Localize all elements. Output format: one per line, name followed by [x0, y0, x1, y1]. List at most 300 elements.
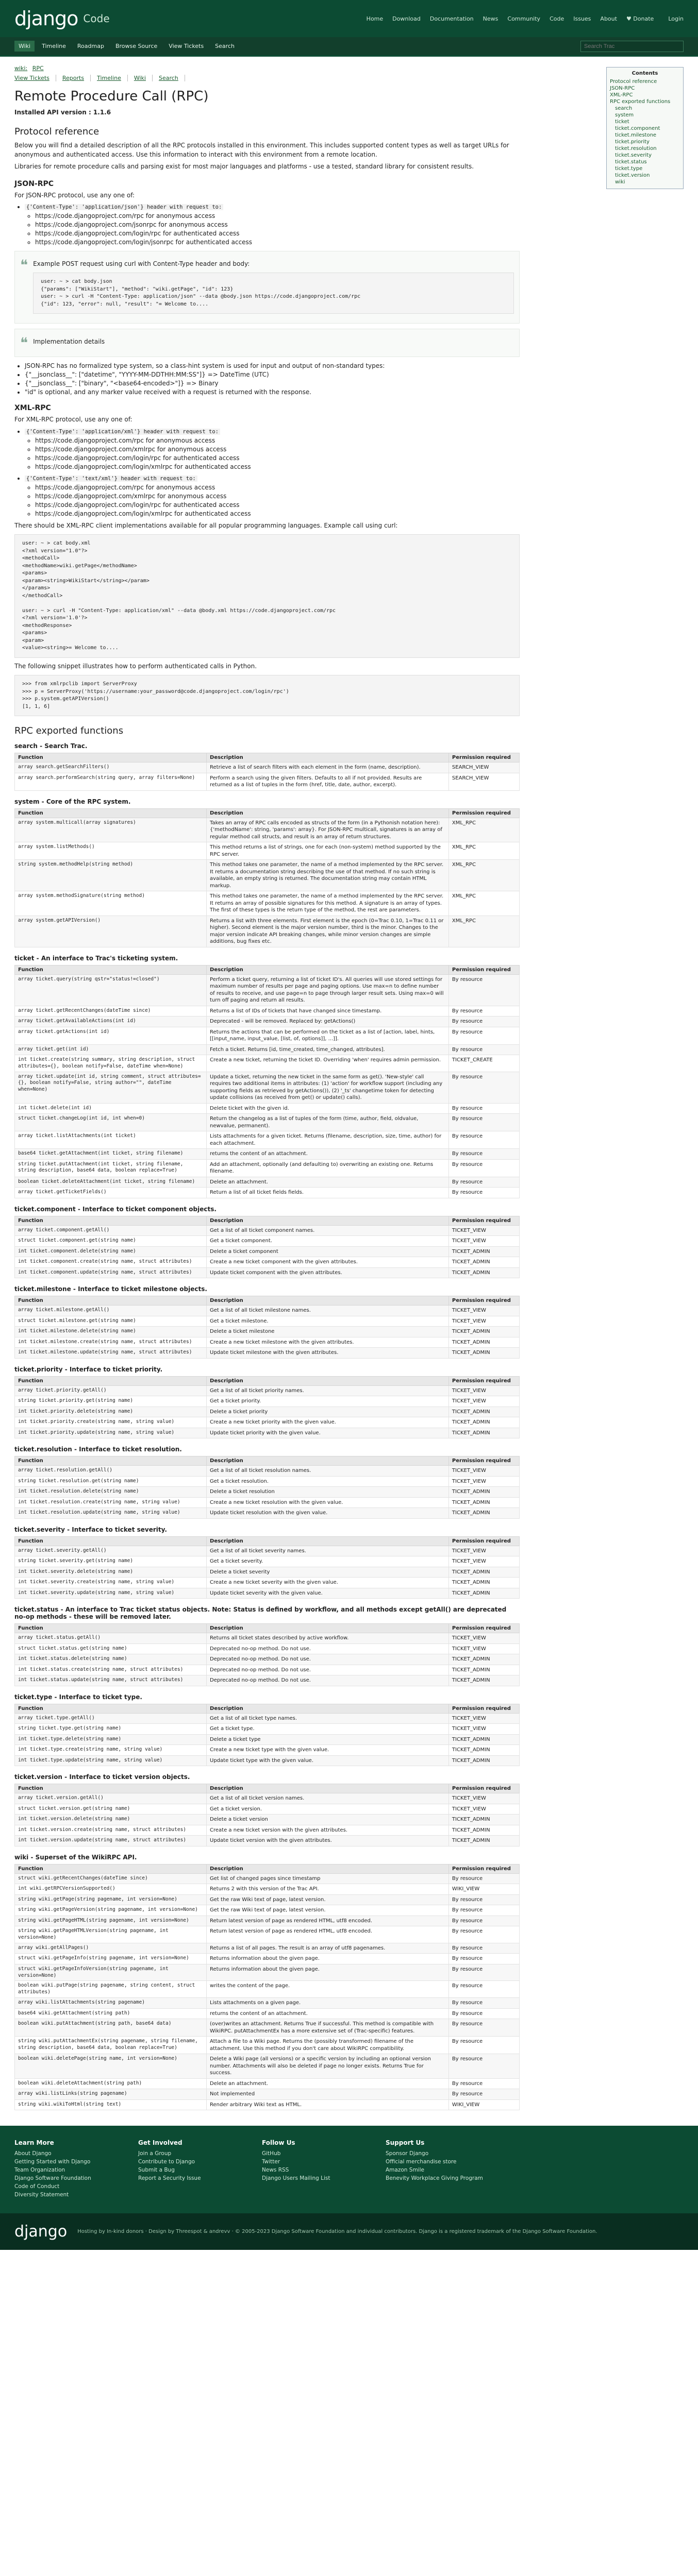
footer-link[interactable]: Diversity Statement: [14, 2192, 69, 2198]
function-signature: array ticket.status.getAll(): [15, 1633, 207, 1644]
function-description: Deprecated no-op method. Do not use.: [207, 1654, 449, 1665]
function-signature: struct ticket.changeLog(int id, int when=0): [15, 1114, 207, 1131]
footer-link[interactable]: Django Software Foundation: [14, 2175, 91, 2182]
column-header: Function: [15, 1456, 207, 1466]
function-signature: array ticket.priority.getAll(): [15, 1385, 207, 1396]
function-description: Returns 2 with this version of the Trac API.: [207, 1884, 449, 1895]
function-signature: int ticket.type.delete(string name): [15, 1734, 207, 1745]
nav-item-roadmap[interactable]: Roadmap: [77, 43, 104, 49]
nav-item-view-tickets[interactable]: View Tickets: [169, 43, 204, 49]
function-signature: base64 wiki.getAttachment(string path): [15, 2008, 207, 2019]
column-header: Permission required: [448, 1864, 519, 1873]
permission-required: TICKET_ADMIN: [448, 1508, 519, 1519]
nav-item-timeline[interactable]: Timeline: [42, 43, 66, 49]
function-signature: array ticket.getAvailableActions(int id): [15, 1016, 207, 1027]
table-row: [15, 1556, 520, 1567]
toc-item-ticket-component[interactable]: ticket.component: [615, 126, 660, 131]
main-menu: [367, 15, 654, 22]
endpoint-url[interactable]: ◦ https://code.djangoproject.com/login/rpc for authenticated access: [35, 501, 520, 509]
function-signature: struct wiki.getRecentChanges(dateTime since): [15, 1873, 207, 1884]
functions-table: [14, 965, 520, 1198]
permission-required: TICKET_ADMIN: [448, 1327, 519, 1337]
table-row: [15, 1884, 520, 1895]
table-row: [15, 818, 520, 842]
jsonrpc-title: JSON-RPC: [14, 179, 54, 188]
function-signature: struct wiki.getPageInfo(string pagename, int version=None): [15, 1954, 207, 1964]
column-header: Description: [207, 1536, 449, 1546]
protocol-libs: Libraries for remote procedure calls and parsing exist for most major languages and platforms - use a tested, standard library for consistent results.: [14, 163, 474, 171]
permission-required: TICKET_ADMIN: [448, 1675, 519, 1686]
function-signature: int ticket.resolution.create(string name, string value): [15, 1497, 207, 1508]
function-description: Returns a list of IDs of tickets that have changed since timestamp.: [207, 1006, 449, 1016]
function-signature: array system.getAPIVersion(): [15, 916, 207, 947]
table-row: [15, 2089, 520, 2100]
table-header-row: [15, 965, 520, 974]
function-description: Render arbitrary Wiki text as HTML.: [207, 2099, 449, 2110]
endpoint-url[interactable]: ◦ https://code.djangoproject.com/xmlrpc for anonymous access: [35, 446, 520, 453]
function-description: Get list of changed pages since timestamp: [207, 1873, 449, 1884]
endpoint-url[interactable]: ◦ https://code.djangoproject.com/rpc for anonymous access: [35, 437, 520, 444]
column-header: Description: [207, 1864, 449, 1873]
footer-bottom: [0, 2213, 698, 2250]
permission-required: By resource: [448, 1027, 519, 1044]
permission-required: TICKET_ADMIN: [448, 1428, 519, 1438]
function-signature: string ticket.putAttachment(int ticket, string filename, string description, base64 data, boolean replace=True): [15, 1159, 207, 1177]
footer-link[interactable]: Getting Started with Django: [14, 2159, 91, 2165]
permission-required: By resource: [448, 1149, 519, 1160]
column-header: Permission required: [448, 1784, 519, 1793]
table-row: [15, 1149, 520, 1160]
footer-link[interactable]: Benevity Workplace Giving Program: [386, 2175, 483, 2182]
impl-detail-item: • {"__jsonclass__": ["binary", "<base64-encoded>"]} => Binary: [25, 380, 520, 387]
function-signature: array ticket.type.getAll(): [15, 1713, 207, 1724]
footer-link[interactable]: Submit a Bug: [138, 2167, 175, 2174]
endpoint-url[interactable]: ◦ https://code.djangoproject.com/jsonrpc for anonymous access: [35, 221, 520, 228]
footer-link[interactable]: Amazon Smile: [386, 2167, 424, 2174]
function-signature: int ticket.resolution.update(string name, string value): [15, 1508, 207, 1519]
function-description: This method takes one parameter, the name of a method implemented by the RPC server. It returns a documentation string describing the use of that method. If no such string is available, an empty string is returned. The documentation string may contain HTML markup.: [207, 860, 449, 891]
menu-item-documentation[interactable]: Documentation: [429, 15, 474, 22]
table-row: [15, 1954, 520, 1964]
menu-item-news[interactable]: News: [483, 15, 498, 22]
column-header: Permission required: [448, 1624, 519, 1633]
table-row: [15, 1188, 520, 1198]
column-header: Function: [15, 753, 207, 762]
function-signature: string ticket.severity.get(string name): [15, 1556, 207, 1567]
function-signature: array ticket.getTicketFields(): [15, 1188, 207, 1198]
function-signature: boolean wiki.putAttachment(string path, base64 data): [15, 2019, 207, 2037]
function-description: Get a ticket type.: [207, 1724, 449, 1735]
footer-link[interactable]: Twitter: [262, 2159, 280, 2165]
column-header: Function: [15, 965, 207, 974]
menu-item-issues[interactable]: Issues: [573, 15, 591, 22]
function-signature: boolean wiki.deleteAttachment(string path): [15, 2078, 207, 2089]
column-header: Description: [207, 965, 449, 974]
endpoint-url[interactable]: ◦ https://code.djangoproject.com/login/jsonrpc for authenticated access: [35, 239, 520, 246]
endpoint-url[interactable]: ◦ https://code.djangoproject.com/rpc for anonymous access: [35, 484, 520, 491]
table-header-row: [15, 1536, 520, 1546]
permission-required: By resource: [448, 1943, 519, 1954]
functions-table: [14, 1216, 520, 1279]
table-row: [15, 2008, 520, 2019]
login-link[interactable]: Login: [668, 15, 684, 22]
function-signature: int ticket.resolution.delete(string name): [15, 1487, 207, 1498]
function-signature: int ticket.status.delete(string name): [15, 1654, 207, 1665]
function-description: Create a new ticket resolution with the given value.: [207, 1497, 449, 1508]
site-name[interactable]: Code: [83, 12, 110, 25]
function-signature: int ticket.version.delete(string name): [15, 1815, 207, 1825]
nav-item-search[interactable]: Search: [215, 43, 235, 49]
table-row: [15, 1713, 520, 1724]
permission-required: TICKET_ADMIN: [448, 1348, 519, 1359]
table-row: [15, 1016, 520, 1027]
table-row: [15, 1588, 520, 1599]
column-header: Description: [207, 1624, 449, 1633]
impl-detail-item: • JSON-RPC has no formalized type system, so a class-hint system is used for input and output of non-standard types:: [25, 362, 520, 369]
function-signature: array ticket.update(int id, string comment, struct attributes={}, boolean notify=False, string author="", dateTime when=None): [15, 1072, 207, 1103]
json-content-type: {'Content-Type': 'application/json'} header with request to:: [25, 204, 223, 210]
endpoint-url[interactable]: ◦ https://code.djangoproject.com/xmlrpc for anonymous access: [35, 493, 520, 500]
table-header-row: [15, 753, 520, 762]
footer-column-title: Get Involved: [138, 2139, 182, 2147]
toc-item-ticket-resolution[interactable]: ticket.resolution: [615, 146, 657, 151]
function-description: Get a list of all ticket milestone names.: [207, 1306, 449, 1316]
table-header-row: [15, 1624, 520, 1633]
function-description: Get a list of all ticket severity names.: [207, 1546, 449, 1556]
table-row: [15, 1905, 520, 1916]
table-row: [15, 1654, 520, 1665]
section-title: ticket.status - An interface to Trac ticket status objects. Note: Status is defined by workflow, and all methods except getAll() are deprecated no-op methods - these will be removed later.: [14, 1606, 507, 1621]
site-header: [0, 0, 698, 37]
function-description: Get a list of all ticket component names.: [207, 1225, 449, 1236]
footer-link[interactable]: Join a Group: [138, 2150, 172, 2157]
function-description: Return latest version of page as rendered HTML, utf8 encoded.: [207, 1916, 449, 1926]
function-signature: array wiki.getAllPages(): [15, 1943, 207, 1954]
trac-nav: [0, 37, 698, 57]
footer-column: [386, 2139, 489, 2200]
table-row: [15, 1836, 520, 1846]
toc-item-ticket-status[interactable]: ticket.status: [615, 159, 647, 165]
footer-link[interactable]: Official merchandise store: [386, 2159, 457, 2165]
column-header: Description: [207, 1784, 449, 1793]
function-signature: int ticket.version.update(string name, struct attributes): [15, 1836, 207, 1846]
table-row: [15, 1755, 520, 1766]
footer-link[interactable]: Django Users Mailing List: [262, 2175, 330, 2182]
function-signature: struct ticket.version.get(string name): [15, 1804, 207, 1815]
endpoint-url[interactable]: ◦ https://code.djangoproject.com/login/xmlrpc for authenticated access: [35, 463, 520, 470]
table-row: [15, 1466, 520, 1477]
function-description: Update ticket type with the given value.: [207, 1755, 449, 1766]
function-description: Fetch a ticket. Returns [id, time_created, time_changed, attributes].: [207, 1044, 449, 1055]
toc-title: Contents: [631, 71, 658, 76]
function-signature: array ticket.getActions(int id): [15, 1027, 207, 1044]
breadcrumb-rpc[interactable]: RPC: [32, 65, 44, 72]
function-description: Delete a ticket priority: [207, 1406, 449, 1417]
functions-table: [14, 1456, 520, 1519]
impl-title: Implementation details: [33, 338, 105, 346]
column-header: Permission required: [448, 1456, 519, 1466]
function-description: Return a list of all ticket fields fields.: [207, 1188, 449, 1198]
permission-required: TICKET_VIEW: [448, 1396, 519, 1407]
context-link-view-tickets[interactable]: View Tickets: [14, 75, 56, 81]
functions-table: [14, 1704, 520, 1767]
section-title: ticket.type - Interface to ticket type.: [14, 1693, 142, 1701]
column-header: Description: [207, 1456, 449, 1466]
function-signature: int ticket.component.update(string name, struct attributes): [15, 1267, 207, 1278]
permission-required: XML_RPC: [448, 842, 519, 860]
toc-item-ticket-priority[interactable]: ticket.priority: [615, 139, 650, 145]
table-row: [15, 1428, 520, 1438]
permission-required: By resource: [448, 1916, 519, 1926]
function-signature: int ticket.version.create(string name, struct attributes): [15, 1825, 207, 1836]
table-row: [15, 1964, 520, 1981]
json-example-box: [14, 251, 520, 324]
table-row: [15, 1508, 520, 1519]
permission-required: TICKET_VIEW: [448, 1556, 519, 1567]
function-description: Deprecated no-op method. Do not use.: [207, 1665, 449, 1675]
column-header: Permission required: [448, 753, 519, 762]
footer-link[interactable]: Code of Conduct: [14, 2183, 60, 2190]
function-signature: array system.methodSignature(string method): [15, 891, 207, 916]
function-description: Create a new ticket priority with the given value.: [207, 1417, 449, 1428]
endpoint-url[interactable]: ◦ https://code.djangoproject.com/login/rpc for authenticated access: [35, 230, 520, 237]
function-signature: int ticket.component.delete(string name): [15, 1246, 207, 1257]
permission-required: By resource: [448, 2078, 519, 2089]
section-title: system - Core of the RPC system.: [14, 798, 131, 805]
function-description: Deprecated - will be removed. Replaced by: getActions(): [207, 1016, 449, 1027]
nav-item-wiki[interactable]: Wiki: [14, 41, 35, 52]
function-signature: string system.methodHelp(string method): [15, 860, 207, 891]
footer-link[interactable]: Contribute to Django: [138, 2159, 195, 2165]
function-description: This method takes one parameter, the name of a method implemented by the RPC server. It returns an array of possible signatures for this method. A signature is an array of types. The first of these types is the return type of the method, the rest are parameters.: [207, 891, 449, 916]
column-header: Description: [207, 753, 449, 762]
functions-table: [14, 1864, 520, 2110]
function-signature: int ticket.milestone.update(string name, struct attributes): [15, 1348, 207, 1359]
xml-content-type-1: {'Content-Type': 'application/xml'} header with request to:: [25, 429, 220, 435]
permission-required: By resource: [448, 1873, 519, 1884]
menu-item-home[interactable]: Home: [366, 15, 384, 22]
function-description: Lists attachments for a given ticket. Returns (filename, description, size, time, author) for each attachment.: [207, 1131, 449, 1149]
function-signature: int ticket.severity.delete(string name): [15, 1567, 207, 1578]
permission-required: TICKET_VIEW: [448, 1385, 519, 1396]
footer-link[interactable]: GitHub: [262, 2150, 281, 2157]
table-row: [15, 1926, 520, 1943]
context-link-timeline[interactable]: Timeline: [97, 75, 128, 81]
menu-item-download[interactable]: Download: [392, 15, 421, 22]
menu-item-about[interactable]: About: [600, 15, 617, 22]
function-description: returns the content of an attachment.: [207, 2008, 449, 2019]
footer-link[interactable]: Team Organization: [14, 2167, 65, 2174]
footer-column-title: Support Us: [386, 2139, 425, 2147]
toc-item-rpc-exported-functions[interactable]: RPC exported functions: [610, 99, 671, 105]
table-row: [15, 1131, 520, 1149]
table-row: [15, 1417, 520, 1428]
function-description: Update ticket milestone with the given attributes.: [207, 1348, 449, 1359]
column-header: Permission required: [448, 1216, 519, 1225]
section-title: ticket.version - Interface to ticket version objects.: [14, 1773, 190, 1781]
function-description: Delete a ticket component: [207, 1246, 449, 1257]
permission-required: TICKET_ADMIN: [448, 1417, 519, 1428]
footer-column: [138, 2139, 241, 2200]
section-title: ticket.priority - Interface to ticket priority.: [14, 1365, 163, 1373]
footer-link[interactable]: Report a Security Issue: [138, 2175, 201, 2182]
toc-item-ticket-severity[interactable]: ticket.severity: [615, 152, 652, 158]
function-description: Returns the actions that can be performed on the ticket as a list of [action, label, hints, [[input_name, input_value, [list, of, options]], ...]].: [207, 1027, 449, 1044]
toc-item-ticket-version[interactable]: ticket.version: [615, 173, 650, 178]
functions-table: [14, 1376, 520, 1439]
function-description: Get a ticket milestone.: [207, 1316, 449, 1327]
table-row: [15, 1916, 520, 1926]
table-row: [15, 2037, 520, 2054]
function-signature: int ticket.delete(int id): [15, 1103, 207, 1114]
toc-item-json-rpc[interactable]: JSON-RPC: [610, 86, 635, 91]
table-row: [15, 1055, 520, 1072]
toc-item-search[interactable]: search: [615, 106, 633, 111]
table-row: [15, 1873, 520, 1884]
function-signature: boolean wiki.deletePage(string name, int version=None): [15, 2054, 207, 2079]
function-description: Get a ticket resolution.: [207, 1476, 449, 1487]
context-link-wiki[interactable]: Wiki: [134, 75, 153, 81]
function-signature: array ticket.component.getAll(): [15, 1225, 207, 1236]
permission-required: TICKET_VIEW: [448, 1793, 519, 1804]
function-signature: string ticket.priority.get(string name): [15, 1396, 207, 1407]
toc-item-ticket[interactable]: ticket: [615, 119, 629, 125]
permission-required: XML_RPC: [448, 818, 519, 842]
function-signature: struct ticket.component.get(string name): [15, 1236, 207, 1247]
permission-required: TICKET_ADMIN: [448, 1734, 519, 1745]
table-row: [15, 2078, 520, 2089]
table-row: [15, 1943, 520, 1954]
functions-table: [14, 753, 520, 791]
function-description: Delete a ticket severity: [207, 1567, 449, 1578]
function-description: Delete a ticket milestone: [207, 1327, 449, 1337]
permission-required: TICKET_VIEW: [448, 1804, 519, 1815]
toc-item-xml-rpc[interactable]: XML-RPC: [610, 92, 633, 98]
function-description: Attach a file to a Wiki page. Returns the (possibly transformed) filename of the attachment. Use this method if you don't care about WikiRPC compatibility.: [207, 2037, 449, 2054]
function-description: Get the raw Wiki text of page, latest version.: [207, 1905, 449, 1916]
endpoint-url[interactable]: ◦ https://code.djangoproject.com/login/rpc for authenticated access: [35, 454, 520, 462]
toc-item-ticket-milestone[interactable]: ticket.milestone: [615, 132, 657, 138]
context-link-search[interactable]: Search: [159, 75, 185, 81]
column-header: Description: [207, 1376, 449, 1385]
function-description: Returns information about the given page.: [207, 1964, 449, 1981]
function-description: writes the content of the page.: [207, 1981, 449, 1998]
xmlrpc-intro: For XML-RPC protocol, use any one of:: [14, 416, 132, 423]
column-header: Function: [15, 1784, 207, 1793]
permission-required: SEARCH_VIEW: [448, 773, 519, 790]
function-description: Update ticket priority with the given value.: [207, 1428, 449, 1438]
toc-item-wiki[interactable]: wiki: [615, 179, 625, 185]
footer-link[interactable]: Sponsor Django: [386, 2150, 429, 2157]
function-signature: struct ticket.status.get(string name): [15, 1643, 207, 1654]
section-title: ticket.component - Interface to ticket component objects.: [14, 1205, 217, 1213]
column-header: Function: [15, 1624, 207, 1633]
xml-note: There should be XML-RPC client implementations available for all popular programming languages. Example call using curl:: [14, 521, 398, 529]
permission-required: XML_RPC: [448, 860, 519, 891]
function-signature: int ticket.type.create(string name, string value): [15, 1745, 207, 1756]
table-row: [15, 1487, 520, 1498]
permission-required: TICKET_VIEW: [448, 1306, 519, 1316]
toc-item-ticket-type[interactable]: ticket.type: [615, 166, 643, 172]
functions-table: [14, 808, 520, 947]
function-description: Get a ticket severity.: [207, 1556, 449, 1567]
endpoint-url[interactable]: ◦ https://code.djangoproject.com/login/xmlrpc for authenticated access: [35, 510, 520, 517]
permission-required: By resource: [448, 2008, 519, 2019]
permission-required: TICKET_VIEW: [448, 1633, 519, 1644]
table-row: [15, 1327, 520, 1337]
function-description: Create a new ticket, returning the ticket ID. Overriding 'when' requires admin permission.: [207, 1055, 449, 1072]
xml-example-code: user: ~ > cat body.xml <?xml version="1.0"?> <methodCall> <methodName>wiki.getPage</methodName> <params> <param><string>WikiStart</string></param> </params> </methodCall> user: ~ > curl -H "Content-Type: application/xml" --data @body.xml https://code.djangoproject.com/rpc <?xml version='1.0'?> <methodResponse> <params> <param> <value><string>= Welcome to....: [14, 534, 520, 658]
search-input[interactable]: [580, 41, 684, 52]
table-row: [15, 1385, 520, 1396]
column-header: Permission required: [448, 1296, 519, 1306]
footer-logo[interactable]: django: [14, 2223, 68, 2241]
permission-required: TICKET_ADMIN: [448, 1654, 519, 1665]
table-of-contents: [606, 67, 684, 189]
table-row: [15, 1804, 520, 1815]
function-signature: int ticket.status.create(string name, struct attributes): [15, 1665, 207, 1675]
function-description: Delete a ticket type: [207, 1734, 449, 1745]
quote-icon: ❝: [20, 334, 28, 352]
function-description: Get a ticket component.: [207, 1236, 449, 1247]
endpoint-url[interactable]: ◦ https://code.djangoproject.com/rpc for anonymous access: [35, 212, 520, 219]
menu-item-code[interactable]: Code: [550, 15, 564, 22]
permission-required: By resource: [448, 974, 519, 1006]
xmlrpc-title: XML-RPC: [14, 404, 51, 413]
function-description: Update ticket severity with the given value.: [207, 1588, 449, 1599]
table-row: [15, 1246, 520, 1257]
function-description: Perform a search using the given filters. Defaults to all if not provided. Results are returned as a list of tuples in the form (href, title, date, author, excerpt).: [207, 773, 449, 790]
function-description: Returns a list with three elements. First element is the epoch (0=Trac 0.10, 1=Trac 0.11 or higher). Second element is the major version number, third is the minor. Changes to the major version indicate API breaking changes, while minor version changes are simple additions, bug fixes etc.: [207, 916, 449, 947]
permission-required: TICKET_CREATE: [448, 1055, 519, 1072]
table-row: [15, 1825, 520, 1836]
breadcrumb-wiki[interactable]: wiki:: [14, 65, 28, 72]
function-description: Add an attachment, optionally (and defaulting to) overwriting an existing one. Returns filename.: [207, 1159, 449, 1177]
django-logo[interactable]: django: [14, 7, 78, 30]
permission-required: WIKI_VIEW: [448, 2099, 519, 2110]
function-signature: base64 ticket.getAttachment(int ticket, string filename): [15, 1149, 207, 1160]
function-signature: array ticket.getRecentChanges(dateTime since): [15, 1006, 207, 1016]
footer-link[interactable]: About Django: [14, 2150, 52, 2157]
footer-link[interactable]: News RSS: [262, 2167, 289, 2174]
permission-required: By resource: [448, 1905, 519, 1916]
menu-item-donate[interactable]: ♥ Donate: [626, 15, 654, 22]
function-description: Delete a ticket resolution: [207, 1487, 449, 1498]
nav-item-browse-source[interactable]: Browse Source: [115, 43, 158, 49]
functions-table: [14, 1623, 520, 1686]
toc-item-protocol-reference[interactable]: Protocol reference: [610, 79, 657, 84]
function-description: returns the content of an attachment.: [207, 1149, 449, 1160]
context-link-reports[interactable]: Reports: [62, 75, 91, 81]
table-row: [15, 1665, 520, 1675]
permission-required: TICKET_ADMIN: [448, 1246, 519, 1257]
function-signature: boolean ticket.deleteAttachment(int ticket, string filename): [15, 1177, 207, 1188]
table-row: [15, 916, 520, 947]
function-description: Return latest version of page as rendered HTML, utf8 encoded.: [207, 1926, 449, 1943]
permission-required: TICKET_VIEW: [448, 1316, 519, 1327]
function-description: Not implemented: [207, 2089, 449, 2100]
impl-detail-item: • "id" is optional, and any marker value received with a request is returned with the response.: [25, 388, 520, 396]
permission-required: By resource: [448, 2089, 519, 2100]
function-description: Create a new ticket severity with the given value.: [207, 1578, 449, 1588]
column-header: Permission required: [448, 808, 519, 818]
menu-item-community[interactable]: Community: [507, 15, 541, 22]
column-header: Function: [15, 808, 207, 818]
toc-item-system[interactable]: system: [615, 112, 634, 118]
permission-required: TICKET_VIEW: [448, 1713, 519, 1724]
permission-required: TICKET_ADMIN: [448, 1567, 519, 1578]
impl-details-box: [14, 329, 520, 357]
